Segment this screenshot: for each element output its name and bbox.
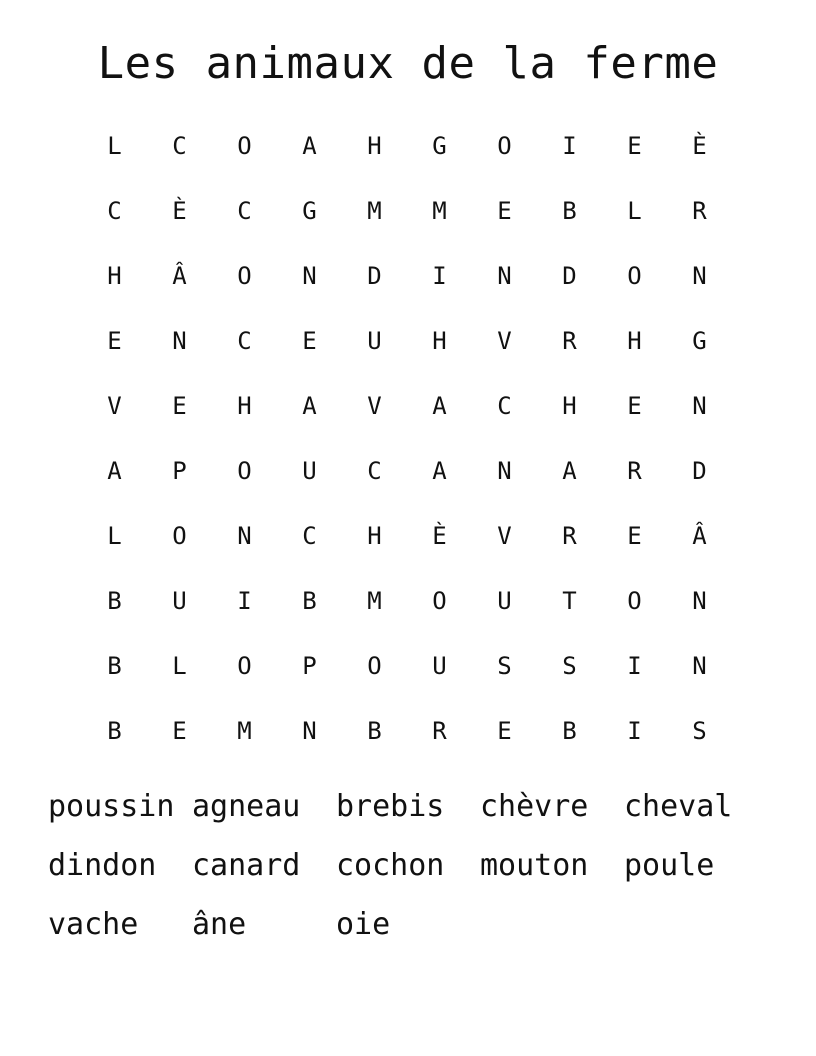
grid-letter-cell: U bbox=[302, 456, 317, 485]
grid-letter-cell: O bbox=[432, 586, 447, 615]
grid-letter-cell: È bbox=[692, 131, 707, 160]
grid-letter-cell: T bbox=[562, 586, 577, 615]
grid-letter-cell: S bbox=[562, 651, 577, 680]
grid-letter-cell: A bbox=[562, 456, 577, 485]
grid-letter-cell: U bbox=[367, 326, 382, 355]
grid-letter-cell: E bbox=[497, 196, 512, 225]
grid-letter-cell: A bbox=[107, 456, 122, 485]
grid-letter-cell: D bbox=[367, 261, 382, 290]
grid-letter-cell: M bbox=[367, 196, 382, 225]
grid-letter-cell: C bbox=[107, 196, 122, 225]
grid-letter-cell: V bbox=[367, 391, 382, 420]
grid-letter-cell: C bbox=[237, 326, 252, 355]
grid-letter-cell: C bbox=[172, 131, 187, 160]
grid-letter-cell: N bbox=[237, 521, 252, 550]
grid-letter-cell: D bbox=[692, 456, 707, 485]
grid-letter-cell: E bbox=[302, 326, 317, 355]
grid-letter-cell: E bbox=[627, 521, 642, 550]
grid-letter-cell: C bbox=[237, 196, 252, 225]
word-list-item: mouton bbox=[480, 848, 589, 883]
word-list-item: âne bbox=[192, 907, 247, 942]
word-list-item: oie bbox=[336, 907, 391, 942]
grid-letter-cell: U bbox=[172, 586, 187, 615]
grid-letter-cell: A bbox=[302, 131, 317, 160]
grid-letter-cell: G bbox=[692, 326, 707, 355]
letter-grid bbox=[82, 113, 732, 763]
grid-letter-cell: P bbox=[302, 651, 317, 680]
grid-letter-cell: I bbox=[562, 131, 577, 160]
grid-letter-cell: A bbox=[302, 391, 317, 420]
word-list-item: chèvre bbox=[480, 789, 589, 824]
grid-letter-cell: U bbox=[497, 586, 512, 615]
grid-letter-cell: P bbox=[172, 456, 187, 485]
grid-letter-cell: E bbox=[497, 716, 512, 745]
grid-letter-cell: B bbox=[562, 716, 577, 745]
grid-letter-cell: B bbox=[302, 586, 317, 615]
grid-letter-cell: G bbox=[432, 131, 447, 160]
grid-letter-cell: D bbox=[562, 261, 577, 290]
grid-letter-cell: N bbox=[692, 586, 707, 615]
grid-letter-cell: N bbox=[692, 651, 707, 680]
grid-letter-cell: L bbox=[627, 196, 642, 225]
grid-letter-cell: M bbox=[432, 196, 447, 225]
grid-letter-cell: H bbox=[432, 326, 447, 355]
grid-letter-cell: S bbox=[692, 716, 707, 745]
grid-letter-cell: M bbox=[237, 716, 252, 745]
word-list-item: vache bbox=[48, 907, 139, 942]
grid-letter-cell: R bbox=[432, 716, 447, 745]
grid-letter-cell: O bbox=[237, 261, 252, 290]
grid-letter-cell: E bbox=[172, 716, 187, 745]
grid-letter-cell: C bbox=[302, 521, 317, 550]
grid-letter-cell: V bbox=[107, 391, 122, 420]
grid-letter-cell: I bbox=[237, 586, 252, 615]
grid-letter-cell: O bbox=[627, 586, 642, 615]
word-list bbox=[48, 777, 768, 954]
grid-letter-cell: L bbox=[107, 521, 122, 550]
grid-letter-cell: B bbox=[107, 586, 122, 615]
grid-letter-cell: I bbox=[627, 651, 642, 680]
grid-letter-cell: R bbox=[627, 456, 642, 485]
grid-letter-cell: I bbox=[627, 716, 642, 745]
grid-letter-cell: O bbox=[172, 521, 187, 550]
grid-letter-cell: O bbox=[237, 456, 252, 485]
page-title: Les animaux de la ferme bbox=[97, 38, 719, 89]
grid-letter-cell: H bbox=[367, 521, 382, 550]
word-list-item: cochon bbox=[336, 848, 445, 883]
grid-letter-cell: A bbox=[432, 391, 447, 420]
grid-letter-cell: È bbox=[432, 521, 447, 550]
grid-letter-cell: V bbox=[497, 521, 512, 550]
grid-letter-cell: C bbox=[367, 456, 382, 485]
grid-letter-cell: H bbox=[562, 391, 577, 420]
grid-letter-cell: È bbox=[172, 196, 187, 225]
grid-letter-cell: N bbox=[302, 716, 317, 745]
word-list-item: agneau bbox=[192, 789, 301, 824]
grid-letter-cell: Â bbox=[172, 261, 187, 290]
grid-letter-cell: O bbox=[497, 131, 512, 160]
grid-letter-cell: O bbox=[237, 651, 252, 680]
grid-letter-cell: U bbox=[432, 651, 447, 680]
grid-letter-cell: M bbox=[367, 586, 382, 615]
word-list-item: brebis bbox=[336, 789, 445, 824]
word-list-item: poule bbox=[624, 848, 715, 883]
grid-letter-cell: H bbox=[367, 131, 382, 160]
grid-letter-cell: E bbox=[627, 131, 642, 160]
grid-letter-cell: V bbox=[497, 326, 512, 355]
grid-letter-cell: O bbox=[237, 131, 252, 160]
grid-letter-cell: N bbox=[692, 261, 707, 290]
word-list-item: poussin bbox=[48, 789, 175, 824]
grid-letter-cell: B bbox=[367, 716, 382, 745]
grid-letter-cell: A bbox=[432, 456, 447, 485]
grid-letter-cell: O bbox=[367, 651, 382, 680]
grid-letter-cell: L bbox=[107, 131, 122, 160]
grid-letter-cell: N bbox=[497, 261, 512, 290]
grid-letter-cell: B bbox=[107, 716, 122, 745]
grid-letter-cell: N bbox=[692, 391, 707, 420]
grid-letter-cell: H bbox=[107, 261, 122, 290]
grid-letter-cell: G bbox=[302, 196, 317, 225]
grid-letter-cell: B bbox=[107, 651, 122, 680]
grid-letter-cell: I bbox=[432, 261, 447, 290]
grid-letter-cell: H bbox=[237, 391, 252, 420]
grid-letter-cell: S bbox=[497, 651, 512, 680]
grid-letter-cell: H bbox=[627, 326, 642, 355]
grid-letter-cell: R bbox=[562, 326, 577, 355]
grid-letter-cell: C bbox=[497, 391, 512, 420]
grid-letter-cell: N bbox=[497, 456, 512, 485]
grid-letter-cell: N bbox=[302, 261, 317, 290]
grid-letter-cell: N bbox=[172, 326, 187, 355]
word-list-item: dindon bbox=[48, 848, 157, 883]
grid-letter-cell: R bbox=[562, 521, 577, 550]
grid-letter-cell: E bbox=[172, 391, 187, 420]
word-list-item: cheval bbox=[624, 789, 733, 824]
grid-letter-cell: E bbox=[107, 326, 122, 355]
grid-letter-cell: B bbox=[562, 196, 577, 225]
grid-letter-cell: O bbox=[627, 261, 642, 290]
grid-letter-cell: R bbox=[692, 196, 707, 225]
grid-letter-cell: L bbox=[172, 651, 187, 680]
grid-letter-cell: Â bbox=[692, 521, 707, 550]
word-list-item: canard bbox=[192, 848, 301, 883]
grid-letter-cell: E bbox=[627, 391, 642, 420]
